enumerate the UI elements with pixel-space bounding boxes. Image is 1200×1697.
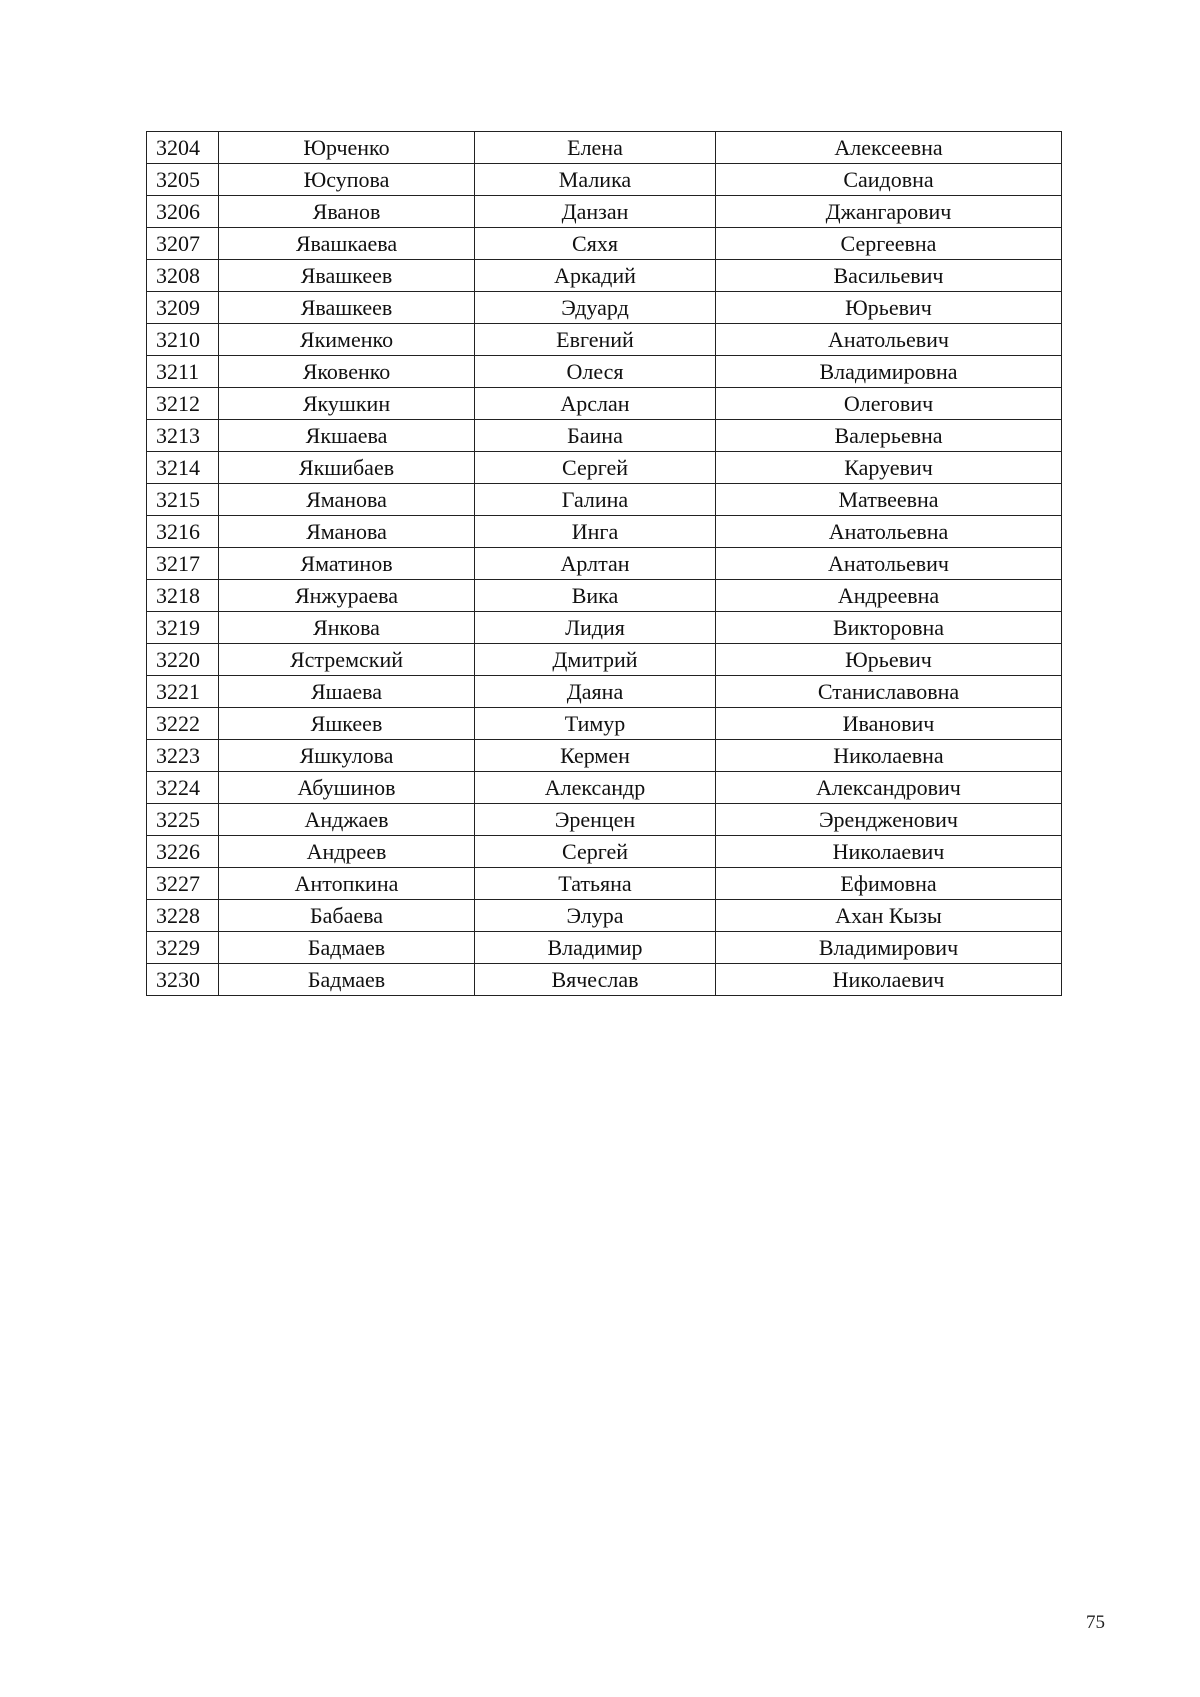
table-row <box>147 452 1062 484</box>
patronymic-cell: Александрович <box>716 772 1062 804</box>
table-row <box>147 484 1062 516</box>
table-row <box>147 580 1062 612</box>
patronymic-cell: Николаевич <box>716 836 1062 868</box>
row-number-cell: 3230 <box>147 964 219 996</box>
row-number-cell: 3225 <box>147 804 219 836</box>
last-name-cell: Явашкаева <box>219 228 475 260</box>
roster-table <box>146 131 1062 996</box>
patronymic-cell: Эрендженович <box>716 804 1062 836</box>
patronymic-cell: Анатольевна <box>716 516 1062 548</box>
last-name-cell: Яшкулова <box>219 740 475 772</box>
first-name-cell: Сяхя <box>475 228 716 260</box>
last-name-cell: Бабаева <box>219 900 475 932</box>
table-row <box>147 676 1062 708</box>
last-name-cell: Яманова <box>219 516 475 548</box>
table-row <box>147 548 1062 580</box>
row-number-cell: 3217 <box>147 548 219 580</box>
first-name-cell: Инга <box>475 516 716 548</box>
last-name-cell: Якшибаев <box>219 452 475 484</box>
last-name-cell: Яшаева <box>219 676 475 708</box>
first-name-cell: Элура <box>475 900 716 932</box>
patronymic-cell: Анатольевич <box>716 324 1062 356</box>
first-name-cell: Арслан <box>475 388 716 420</box>
table-row <box>147 836 1062 868</box>
patronymic-cell: Владимировна <box>716 356 1062 388</box>
row-number-cell: 3228 <box>147 900 219 932</box>
row-number-cell: 3211 <box>147 356 219 388</box>
last-name-cell: Бадмаев <box>219 964 475 996</box>
table-row <box>147 228 1062 260</box>
patronymic-cell: Валерьевна <box>716 420 1062 452</box>
last-name-cell: Якименко <box>219 324 475 356</box>
first-name-cell: Эдуард <box>475 292 716 324</box>
first-name-cell: Олеся <box>475 356 716 388</box>
first-name-cell: Малика <box>475 164 716 196</box>
row-number-cell: 3210 <box>147 324 219 356</box>
last-name-cell: Якшаева <box>219 420 475 452</box>
first-name-cell: Сергей <box>475 836 716 868</box>
row-number-cell: 3214 <box>147 452 219 484</box>
last-name-cell: Якушкин <box>219 388 475 420</box>
last-name-cell: Янжураева <box>219 580 475 612</box>
patronymic-cell: Андреевна <box>716 580 1062 612</box>
table-row <box>147 612 1062 644</box>
first-name-cell: Татьяна <box>475 868 716 900</box>
last-name-cell: Антопкина <box>219 868 475 900</box>
patronymic-cell: Анатольевич <box>716 548 1062 580</box>
table-row <box>147 388 1062 420</box>
table-row <box>147 196 1062 228</box>
table-row <box>147 804 1062 836</box>
row-number-cell: 3213 <box>147 420 219 452</box>
last-name-cell: Яковенко <box>219 356 475 388</box>
patronymic-cell: Матвеевна <box>716 484 1062 516</box>
patronymic-cell: Саидовна <box>716 164 1062 196</box>
patronymic-cell: Николаевич <box>716 964 1062 996</box>
table-row <box>147 292 1062 324</box>
table-row <box>147 420 1062 452</box>
first-name-cell: Кермен <box>475 740 716 772</box>
table-row <box>147 356 1062 388</box>
first-name-cell: Баина <box>475 420 716 452</box>
patronymic-cell: Иванович <box>716 708 1062 740</box>
row-number-cell: 3229 <box>147 932 219 964</box>
patronymic-cell: Алексеевна <box>716 132 1062 164</box>
row-number-cell: 3220 <box>147 644 219 676</box>
first-name-cell: Данзан <box>475 196 716 228</box>
table-row <box>147 740 1062 772</box>
patronymic-cell: Николаевна <box>716 740 1062 772</box>
last-name-cell: Ястремский <box>219 644 475 676</box>
patronymic-cell: Джангарович <box>716 196 1062 228</box>
last-name-cell: Явашкеев <box>219 292 475 324</box>
first-name-cell: Арлтан <box>475 548 716 580</box>
last-name-cell: Явашкеев <box>219 260 475 292</box>
last-name-cell: Яшкеев <box>219 708 475 740</box>
row-number-cell: 3222 <box>147 708 219 740</box>
first-name-cell: Эренцен <box>475 804 716 836</box>
first-name-cell: Елена <box>475 132 716 164</box>
table-row <box>147 964 1062 996</box>
roster-table-body <box>147 132 1062 996</box>
table-row <box>147 164 1062 196</box>
first-name-cell: Галина <box>475 484 716 516</box>
row-number-cell: 3212 <box>147 388 219 420</box>
patronymic-cell: Ахан Кызы <box>716 900 1062 932</box>
patronymic-cell: Сергеевна <box>716 228 1062 260</box>
first-name-cell: Александр <box>475 772 716 804</box>
last-name-cell: Янкова <box>219 612 475 644</box>
last-name-cell: Абушинов <box>219 772 475 804</box>
patronymic-cell: Юрьевич <box>716 292 1062 324</box>
patronymic-cell: Ефимовна <box>716 868 1062 900</box>
table-row <box>147 900 1062 932</box>
row-number-cell: 3206 <box>147 196 219 228</box>
row-number-cell: 3219 <box>147 612 219 644</box>
row-number-cell: 3218 <box>147 580 219 612</box>
patronymic-cell: Юрьевич <box>716 644 1062 676</box>
table-row <box>147 932 1062 964</box>
first-name-cell: Евгений <box>475 324 716 356</box>
row-number-cell: 3227 <box>147 868 219 900</box>
last-name-cell: Бадмаев <box>219 932 475 964</box>
row-number-cell: 3223 <box>147 740 219 772</box>
table-row <box>147 772 1062 804</box>
row-number-cell: 3207 <box>147 228 219 260</box>
first-name-cell: Владимир <box>475 932 716 964</box>
page-number: 75 <box>1086 1612 1105 1633</box>
row-number-cell: 3224 <box>147 772 219 804</box>
last-name-cell: Юсупова <box>219 164 475 196</box>
patronymic-cell: Каруевич <box>716 452 1062 484</box>
first-name-cell: Вячеслав <box>475 964 716 996</box>
first-name-cell: Сергей <box>475 452 716 484</box>
patronymic-cell: Викторовна <box>716 612 1062 644</box>
patronymic-cell: Станиславовна <box>716 676 1062 708</box>
first-name-cell: Даяна <box>475 676 716 708</box>
last-name-cell: Яматинов <box>219 548 475 580</box>
row-number-cell: 3216 <box>147 516 219 548</box>
row-number-cell: 3226 <box>147 836 219 868</box>
table-row <box>147 132 1062 164</box>
table-row <box>147 708 1062 740</box>
last-name-cell: Юрченко <box>219 132 475 164</box>
last-name-cell: Андреев <box>219 836 475 868</box>
table-row <box>147 324 1062 356</box>
first-name-cell: Вика <box>475 580 716 612</box>
table-row <box>147 644 1062 676</box>
row-number-cell: 3215 <box>147 484 219 516</box>
table-row <box>147 516 1062 548</box>
row-number-cell: 3221 <box>147 676 219 708</box>
row-number-cell: 3204 <box>147 132 219 164</box>
row-number-cell: 3205 <box>147 164 219 196</box>
patronymic-cell: Васильевич <box>716 260 1062 292</box>
first-name-cell: Дмитрий <box>475 644 716 676</box>
table-row <box>147 868 1062 900</box>
first-name-cell: Тимур <box>475 708 716 740</box>
row-number-cell: 3209 <box>147 292 219 324</box>
patronymic-cell: Владимирович <box>716 932 1062 964</box>
first-name-cell: Аркадий <box>475 260 716 292</box>
last-name-cell: Яванов <box>219 196 475 228</box>
first-name-cell: Лидия <box>475 612 716 644</box>
last-name-cell: Анджаев <box>219 804 475 836</box>
patronymic-cell: Олегович <box>716 388 1062 420</box>
row-number-cell: 3208 <box>147 260 219 292</box>
last-name-cell: Яманова <box>219 484 475 516</box>
table-row <box>147 260 1062 292</box>
